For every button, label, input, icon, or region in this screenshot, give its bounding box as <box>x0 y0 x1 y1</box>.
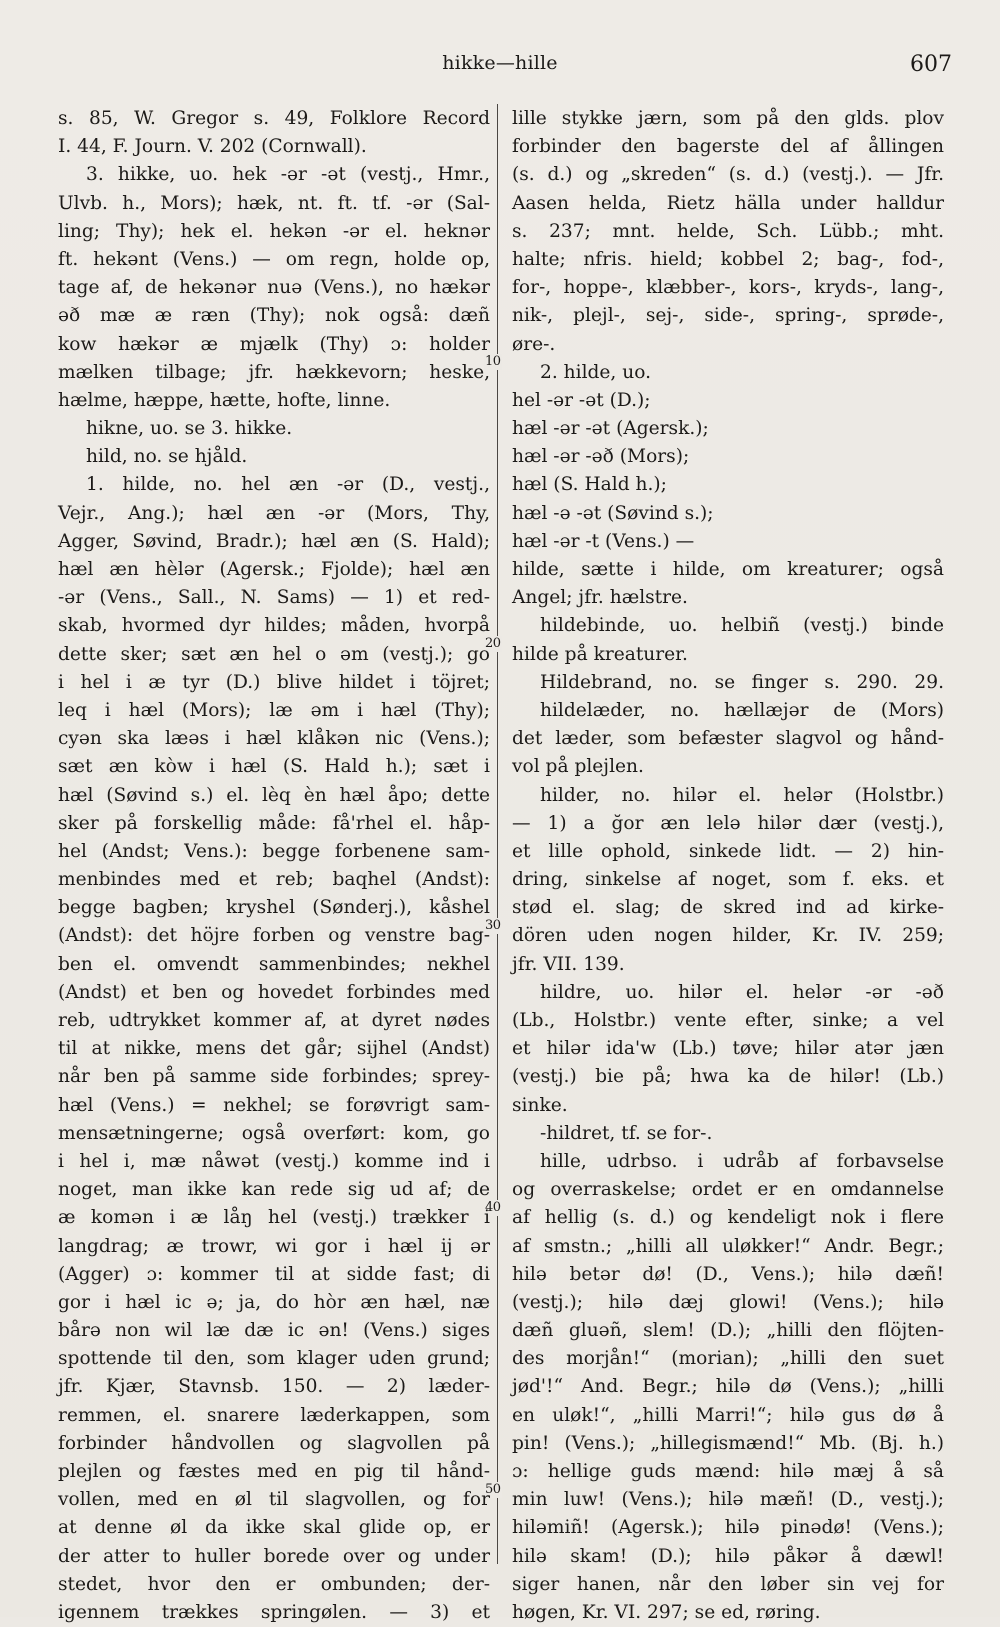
text-line: det læder, som befæster slagvol og hånd- <box>512 728 944 750</box>
text-line: forbinder den bagerste del af ållingen <box>512 136 944 158</box>
text-line: Hildebrand, no. se finger s. 290. 29. <box>540 671 944 693</box>
text-line: til at nikke, mens det går; sijhel (Andst) <box>58 1038 490 1060</box>
text-line: af hellig (s. d.) og kendeligt nok i flere <box>512 1207 944 1229</box>
line-marker: 30 <box>485 918 501 933</box>
text-line: remmen, el. snarere læderkappen, som <box>58 1404 490 1426</box>
text-line: skab, hvormed dyr hildes; måden, hvorpå <box>58 615 490 637</box>
text-line: ben el. omvendt sammenbindes; nekhel <box>58 953 490 975</box>
text-line: ling; Thy); hek el. hekən -ər el. heknər <box>58 220 490 242</box>
text-line: høgen, Kr. VI. 297; se ed, røring. <box>512 1601 821 1623</box>
text-line: Agger, Søvind, Bradr.); hæl æn (S. Hald); <box>58 530 490 552</box>
text-line: Ulvb. h., Mors); hæk, nt. ft. tf. -ər (Sal- <box>58 192 490 214</box>
right-column <box>512 105 944 1627</box>
text-line: (Agger) ɔ: kommer til at sidde fast; di <box>58 1263 490 1285</box>
text-line: cyən ska læəs i hæl klåkən nic (Vens.); <box>58 728 490 750</box>
text-line: (Lb., Holstbr.) vente efter, sinke; a vel <box>512 1010 944 1031</box>
text-line: des morjån!“ (morian); „hilli den suet <box>512 1348 944 1370</box>
text-line: sker på forskellig måde: få'rhel el. håp- <box>58 812 490 834</box>
text-line: hæl -ər -t (Vens.) — <box>512 530 695 552</box>
text-line: hæl -ər -əð (Mors); <box>512 446 690 468</box>
text-line: dæñ gluəñ, slem! (D.); „hilli den flöjten- <box>512 1320 944 1342</box>
line-marker: 20 <box>485 636 501 651</box>
text-line: sæt æn kòw i hæl (S. Hald h.); sæt i <box>58 756 490 778</box>
text-line: hæl -ər -ət (Agersk.); <box>512 418 709 440</box>
text-line: hildre, uo. hilər el. helər -ər -əð <box>540 981 944 1003</box>
text-line: Aasen helda, Rietz hälla under halldur <box>512 192 944 214</box>
text-line: halte; nfris. hield; kobbel 2; bag-, fod-, <box>512 248 944 270</box>
text-line: 3. hikke, uo. hek -ər -ət (vestj., Hmr., <box>86 164 490 186</box>
text-line: mensætningerne; også overført: kom, go <box>58 1122 490 1144</box>
text-line: begge bagben; kryshel (Sønderj.), kåshel <box>58 897 490 919</box>
text-line: (vestj.) bie på; hwa ka de hilər! (Lb.) <box>512 1066 944 1088</box>
text-line: pin! (Vens.); „hillegismænd!“ Mb. (Bj. h.) <box>512 1432 944 1454</box>
text-line: 1. hilde, no. hel æn -ər (D., vestj., <box>86 474 490 496</box>
text-line: et hilər ida'w (Lb.) tøve; hilər atər jæn <box>512 1038 944 1060</box>
text-line: s. 237; mnt. helde, Sch. Lübb.; mht. <box>512 220 944 242</box>
text-line: dette sker; sæt æn hel o əm (vestj.); go <box>58 643 490 665</box>
text-line: plejlen og fæstes med en pig til hånd- <box>58 1461 490 1482</box>
text-line: stedet, hvor den er ombunden; der- <box>58 1573 490 1595</box>
text-line: øre-. <box>512 333 556 355</box>
text-line: Angel; jfr. hælstre. <box>512 587 688 609</box>
text-line: menbindes med et reb; baqhel (Andst): <box>58 869 490 891</box>
column-divider <box>497 104 498 1564</box>
text-line: vollen, med en øl til slagvollen, og for <box>58 1489 490 1511</box>
text-line: hilə betər dø! (D., Vens.); hilə dæñ! <box>512 1263 944 1285</box>
text-line: lille stykke jærn, som på den glds. plov <box>512 108 944 129</box>
text-line: der atter to huller borede over og under <box>58 1545 490 1567</box>
text-line: hælme, hæppe, hætte, hofte, linne. <box>58 389 391 411</box>
text-line: hæl (Vens.) = nekhel; se forøvrigt sam- <box>58 1094 490 1116</box>
text-line: — 1) a ğor æn lelə hilər dær (vestj.), <box>512 812 944 834</box>
text-line: et lille ophold, sinkede lidt. — 2) hin- <box>512 840 944 862</box>
text-line: hille, udrbso. i udråb af forbavselse <box>540 1150 944 1172</box>
text-line: spottende til den, som klager uden grund; <box>58 1348 490 1370</box>
text-line: jød'!“ And. Begr.; hilə dø (Vens.); „hilli <box>512 1376 944 1398</box>
text-line: I. 44, F. Journ. V. 202 (Cornwall). <box>58 136 367 158</box>
line-marker: 10 <box>485 354 501 369</box>
text-line: i hel i, mæ nåwət (vestj.) komme ind i <box>58 1150 490 1172</box>
text-line: nik-, plejl-, sej-, side-, spring-, sprøde-, <box>512 305 944 327</box>
text-line: noget, man ikke kan rede sig ud af; de <box>58 1179 490 1201</box>
text-line: s. 85, W. Gregor s. 49, Folklore Record <box>58 108 490 129</box>
text-line: min luw! (Vens.); hilə mæñ! (D., vestj.); <box>512 1489 944 1511</box>
text-line: hilə skam! (D.); hilə påkər å dæwl! <box>512 1545 944 1567</box>
text-line: hilde på kreaturer. <box>512 643 688 665</box>
text-line: ft. hekənt (Vens.) — om regn, holde op, <box>58 248 490 270</box>
line-marker: 40 <box>485 1200 501 1215</box>
text-line: (vestj.); hilə dæj glowi! (Vens.); hilə <box>512 1291 944 1313</box>
text-line: Vejr., Ang.); hæl æn -ər (Mors, Thy, <box>58 502 490 524</box>
text-line: (s. d.) og „skreden“ (s. d.) (vestj.). — Jfr. <box>512 164 944 186</box>
text-line: hilde, sætte i hilde, om kreaturer; også <box>512 559 944 580</box>
text-line: vol på plejlen. <box>512 756 644 778</box>
text-line: hel -ər -ət (D.); <box>512 389 651 411</box>
text-line: hikne, uo. se 3. hikke. <box>86 418 293 440</box>
text-line: hæl -ə -ət (Søvind s.); <box>512 502 714 524</box>
left-column <box>58 105 490 1627</box>
text-line: jfr. Kjær, Stavnsb. 150. — 2) læder- <box>58 1376 490 1398</box>
running-header <box>0 52 1000 82</box>
text-line: hildelæder, no. hællæjər de (Mors) <box>540 699 944 721</box>
text-line: leq i hæl (Mors); læ əm i hæl (Thy); <box>58 699 490 721</box>
text-line: hiləmiñ! (Agersk.); hilə pinədø! (Vens.); <box>512 1517 944 1539</box>
text-line: bårə non wil læ dæ ic ən! (Vens.) siges <box>58 1320 490 1342</box>
text-line: hæl æn hèlər (Agersk.; Fjolde); hæl æn <box>58 559 490 580</box>
text-line: (Andst): det höjre forben og venstre bag- <box>58 925 490 947</box>
text-line: hildebinde, uo. helbiñ (vestj.) binde <box>540 615 944 637</box>
line-marker: 50 <box>485 1482 501 1497</box>
text-line: kow hækər æ mjælk (Thy) ɔ: holder <box>58 333 490 355</box>
text-line: -ər (Vens., Sall., N. Sams) — 1) et red- <box>58 587 490 609</box>
header-title: hikke—hille <box>442 52 558 74</box>
text-line: af smstn.; „hilli all uløkker!“ Andr. Begr.; <box>512 1235 944 1257</box>
text-line: og overraskelse; ordet er en omdannelse <box>512 1179 944 1201</box>
text-line: stød el. slag; de skred ind ad kirke- <box>512 897 944 919</box>
text-line: tage af, de hekənər nuə (Vens.), no hækər <box>58 277 490 299</box>
text-line: jfr. VII. 139. <box>512 953 625 975</box>
text-line: ɔ: hellige guds mænd: hilə mæj å så <box>512 1461 944 1482</box>
text-line: når ben på samme side forbindes; sprey- <box>58 1066 490 1088</box>
text-line: hilder, no. hilər el. helər (Holstbr.) <box>540 784 944 806</box>
text-line: hild, no. se hjåld. <box>86 446 248 468</box>
text-line: at denne øl da ikke skal glide op, er <box>58 1517 490 1539</box>
text-line: langdrag; æ trowr, wi gor i hæl ij ər <box>58 1235 490 1257</box>
text-line: igennem trækkes springølen. — 3) et <box>58 1601 490 1623</box>
text-line: hel (Andst; Vens.): begge forbenene sam- <box>58 840 490 862</box>
text-line: en uløk!“, „hilli Marri!“; hilə gus dø å <box>512 1404 944 1426</box>
text-line: i hel i æ tyr (D.) blive hildet i töjret; <box>58 671 490 693</box>
text-line: dören uden nogen hilder, Kr. IV. 259; <box>512 925 944 947</box>
text-line: forbinder håndvollen og slagvollen på <box>58 1432 490 1454</box>
page-number: 607 <box>910 52 952 77</box>
text-line: reb, udtrykket kommer af, at dyret nødes <box>58 1010 490 1031</box>
text-line: gor i hæl ic ə; ja, do hòr æn hæl, næ <box>58 1291 490 1313</box>
text-line: əð mæ æ ræn (Thy); nok også: dæñ <box>58 305 490 327</box>
text-line: hæl (Søvind s.) el. lèq èn hæl åpo; dette <box>58 784 490 806</box>
text-line: hæl (S. Hald h.); <box>512 474 667 496</box>
text-line: æ komən i æ låŋ hel (vestj.) trækker i <box>58 1207 490 1229</box>
text-line: sinke. <box>512 1094 568 1116</box>
text-line: 2. hilde, uo. <box>540 361 651 383</box>
text-line: for-, hoppe-, klæbber-, kors-, kryds-, lang-, <box>512 277 944 299</box>
text-line: (Andst) et ben og hovedet forbindes med <box>58 981 490 1003</box>
text-line: dring, sinkelse af noget, som f. eks. et <box>512 869 944 891</box>
text-line: -hildret, tf. se for-. <box>540 1122 713 1144</box>
text-line: siger hanen, når den løber sin vej for <box>512 1573 944 1595</box>
text-line: mælken tilbage; jfr. hækkevorn; heske, <box>58 361 490 383</box>
